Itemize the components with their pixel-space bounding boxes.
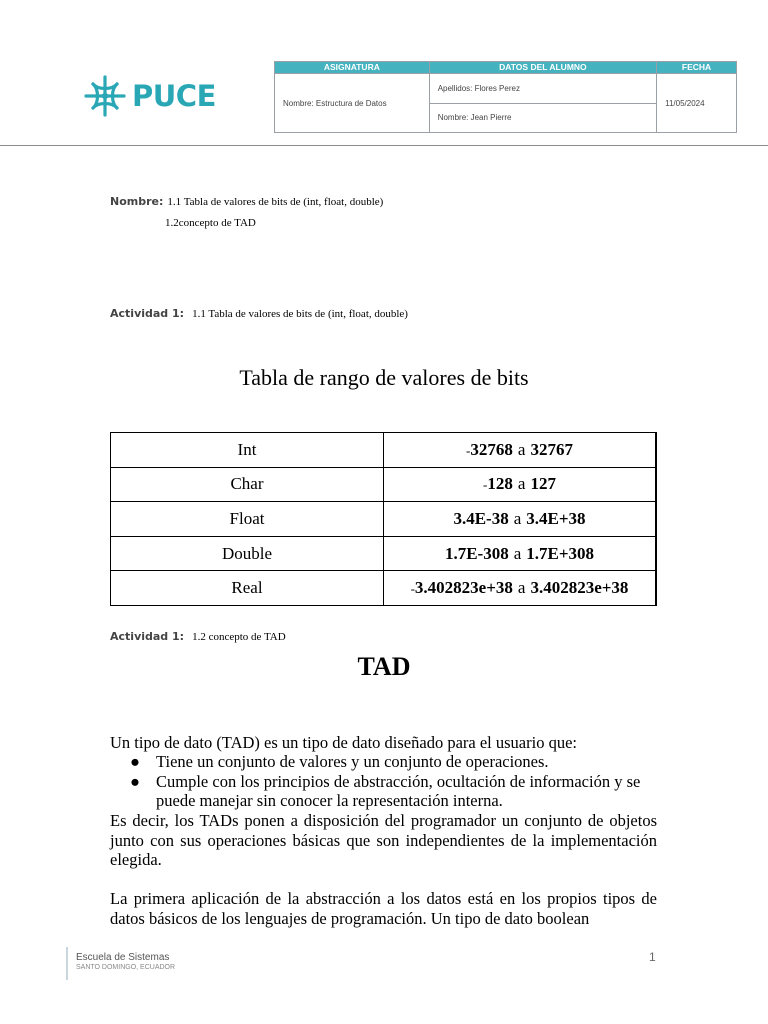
course-info-table	[274, 61, 737, 133]
actividad-1-text: 1.1 Tabla de valores de bits de (int, float, double)	[192, 308, 408, 320]
tad-bullet-2-text: Cumple con los principios de abstracción, ocultación de información y se puede manejar sin conocer la representación interna.	[156, 771, 641, 811]
range-min: 32768	[470, 439, 513, 459]
range-connector: a	[517, 439, 526, 459]
range-type-cell: Char	[111, 467, 384, 502]
footer-location: SANTO DOMINGO, ECUADOR	[76, 964, 176, 971]
range-max: 32767	[530, 439, 573, 459]
range-min: 1.7E-308	[444, 543, 509, 563]
bullet-dot-icon: ●	[130, 752, 140, 771]
range-min: 128	[487, 474, 513, 494]
nombre-cell: Nombre: Jean Pierre	[429, 103, 656, 133]
range-type-cell: Double	[111, 536, 384, 571]
actividad-2-label: Actividad 1:	[110, 630, 185, 643]
range-max: 127	[530, 474, 556, 494]
range-row	[111, 433, 657, 468]
bullet-dot-icon: ●	[130, 771, 140, 791]
actividad-2-line	[110, 627, 286, 645]
range-max: 3.402823e+38	[530, 578, 629, 598]
range-value-cell	[384, 433, 657, 468]
range-value-cell	[384, 571, 657, 606]
footer-accent-bar	[66, 947, 68, 980]
actividad-1-label: Actividad 1:	[110, 307, 185, 320]
tad-bullet-1-text: Tiene un conjunto de valores y un conjunto de operaciones.	[156, 752, 549, 771]
actividad-2-text: 1.2 concepto de TAD	[192, 631, 286, 643]
tad-paragraph-2: Es decir, los TADs ponen a disposición del programador un conjunto de objetos junto con sus operaciones básicas que son independientes de la implementación elegida.	[110, 811, 657, 870]
minus-sign: -	[466, 442, 471, 458]
nombre-item-1: 1.1 Tabla de valores de bits de (int, float, double)	[167, 196, 384, 208]
range-connector: a	[513, 508, 522, 528]
range-row	[111, 536, 657, 571]
tad-bullet-2	[130, 772, 657, 811]
range-max: 3.4E+38	[526, 508, 586, 528]
bit-range-table	[110, 432, 657, 606]
actividad-1-line	[110, 304, 408, 322]
range-row	[111, 502, 657, 537]
asignatura-cell: Nombre: Estructura de Datos	[275, 74, 430, 133]
tad-title: TAD	[357, 652, 411, 681]
asignatura-header: ASIGNATURA	[275, 62, 430, 74]
range-type-cell: Real	[111, 571, 384, 606]
range-table-title: Tabla de rango de valores de bits	[239, 365, 529, 390]
nombre-item-2: 1.2concepto de TAD	[165, 217, 256, 229]
tad-paragraph-3: La primera aplicación de la abstracción a los datos está en los propios tipos de datos básicos de los lenguajes de programación. Un tipo de dato boolean	[110, 889, 657, 928]
range-type-cell: Float	[111, 502, 384, 537]
range-connector: a	[513, 543, 522, 563]
puce-emblem-icon	[84, 75, 126, 117]
fecha-cell: 11/05/2024	[657, 74, 737, 133]
range-min: 3.402823e+38	[414, 578, 513, 598]
tad-bullet-1	[130, 752, 657, 772]
page-number: 1	[649, 950, 656, 964]
footer-school-name: Escuela de Sistemas	[76, 952, 170, 963]
range-max: 1.7E+308	[526, 543, 595, 563]
range-value-cell	[384, 502, 657, 537]
range-type-cell: Int	[111, 433, 384, 468]
minus-sign: -	[410, 581, 415, 597]
range-connector: a	[517, 578, 526, 598]
puce-logo	[84, 74, 216, 118]
nombre-line	[110, 192, 383, 210]
datos-alumno-header: DATOS DEL ALUMNO	[429, 62, 656, 74]
nombre-label: Nombre:	[110, 195, 164, 208]
range-row	[111, 467, 657, 502]
tad-bullet-list	[130, 752, 657, 811]
header-divider	[0, 145, 768, 146]
range-connector: a	[517, 474, 526, 494]
range-min: 3.4E-38	[453, 508, 509, 528]
range-row	[111, 571, 657, 606]
range-value-cell	[384, 467, 657, 502]
range-value-cell	[384, 536, 657, 571]
minus-sign: -	[483, 477, 488, 493]
apellidos-cell: Apellidos: Flores Perez	[429, 74, 656, 104]
puce-logo-text: PUCE	[132, 79, 216, 113]
fecha-header: FECHA	[657, 62, 737, 74]
tad-intro: Un tipo de dato (TAD) es un tipo de dato diseñado para el usuario que:	[110, 733, 577, 752]
